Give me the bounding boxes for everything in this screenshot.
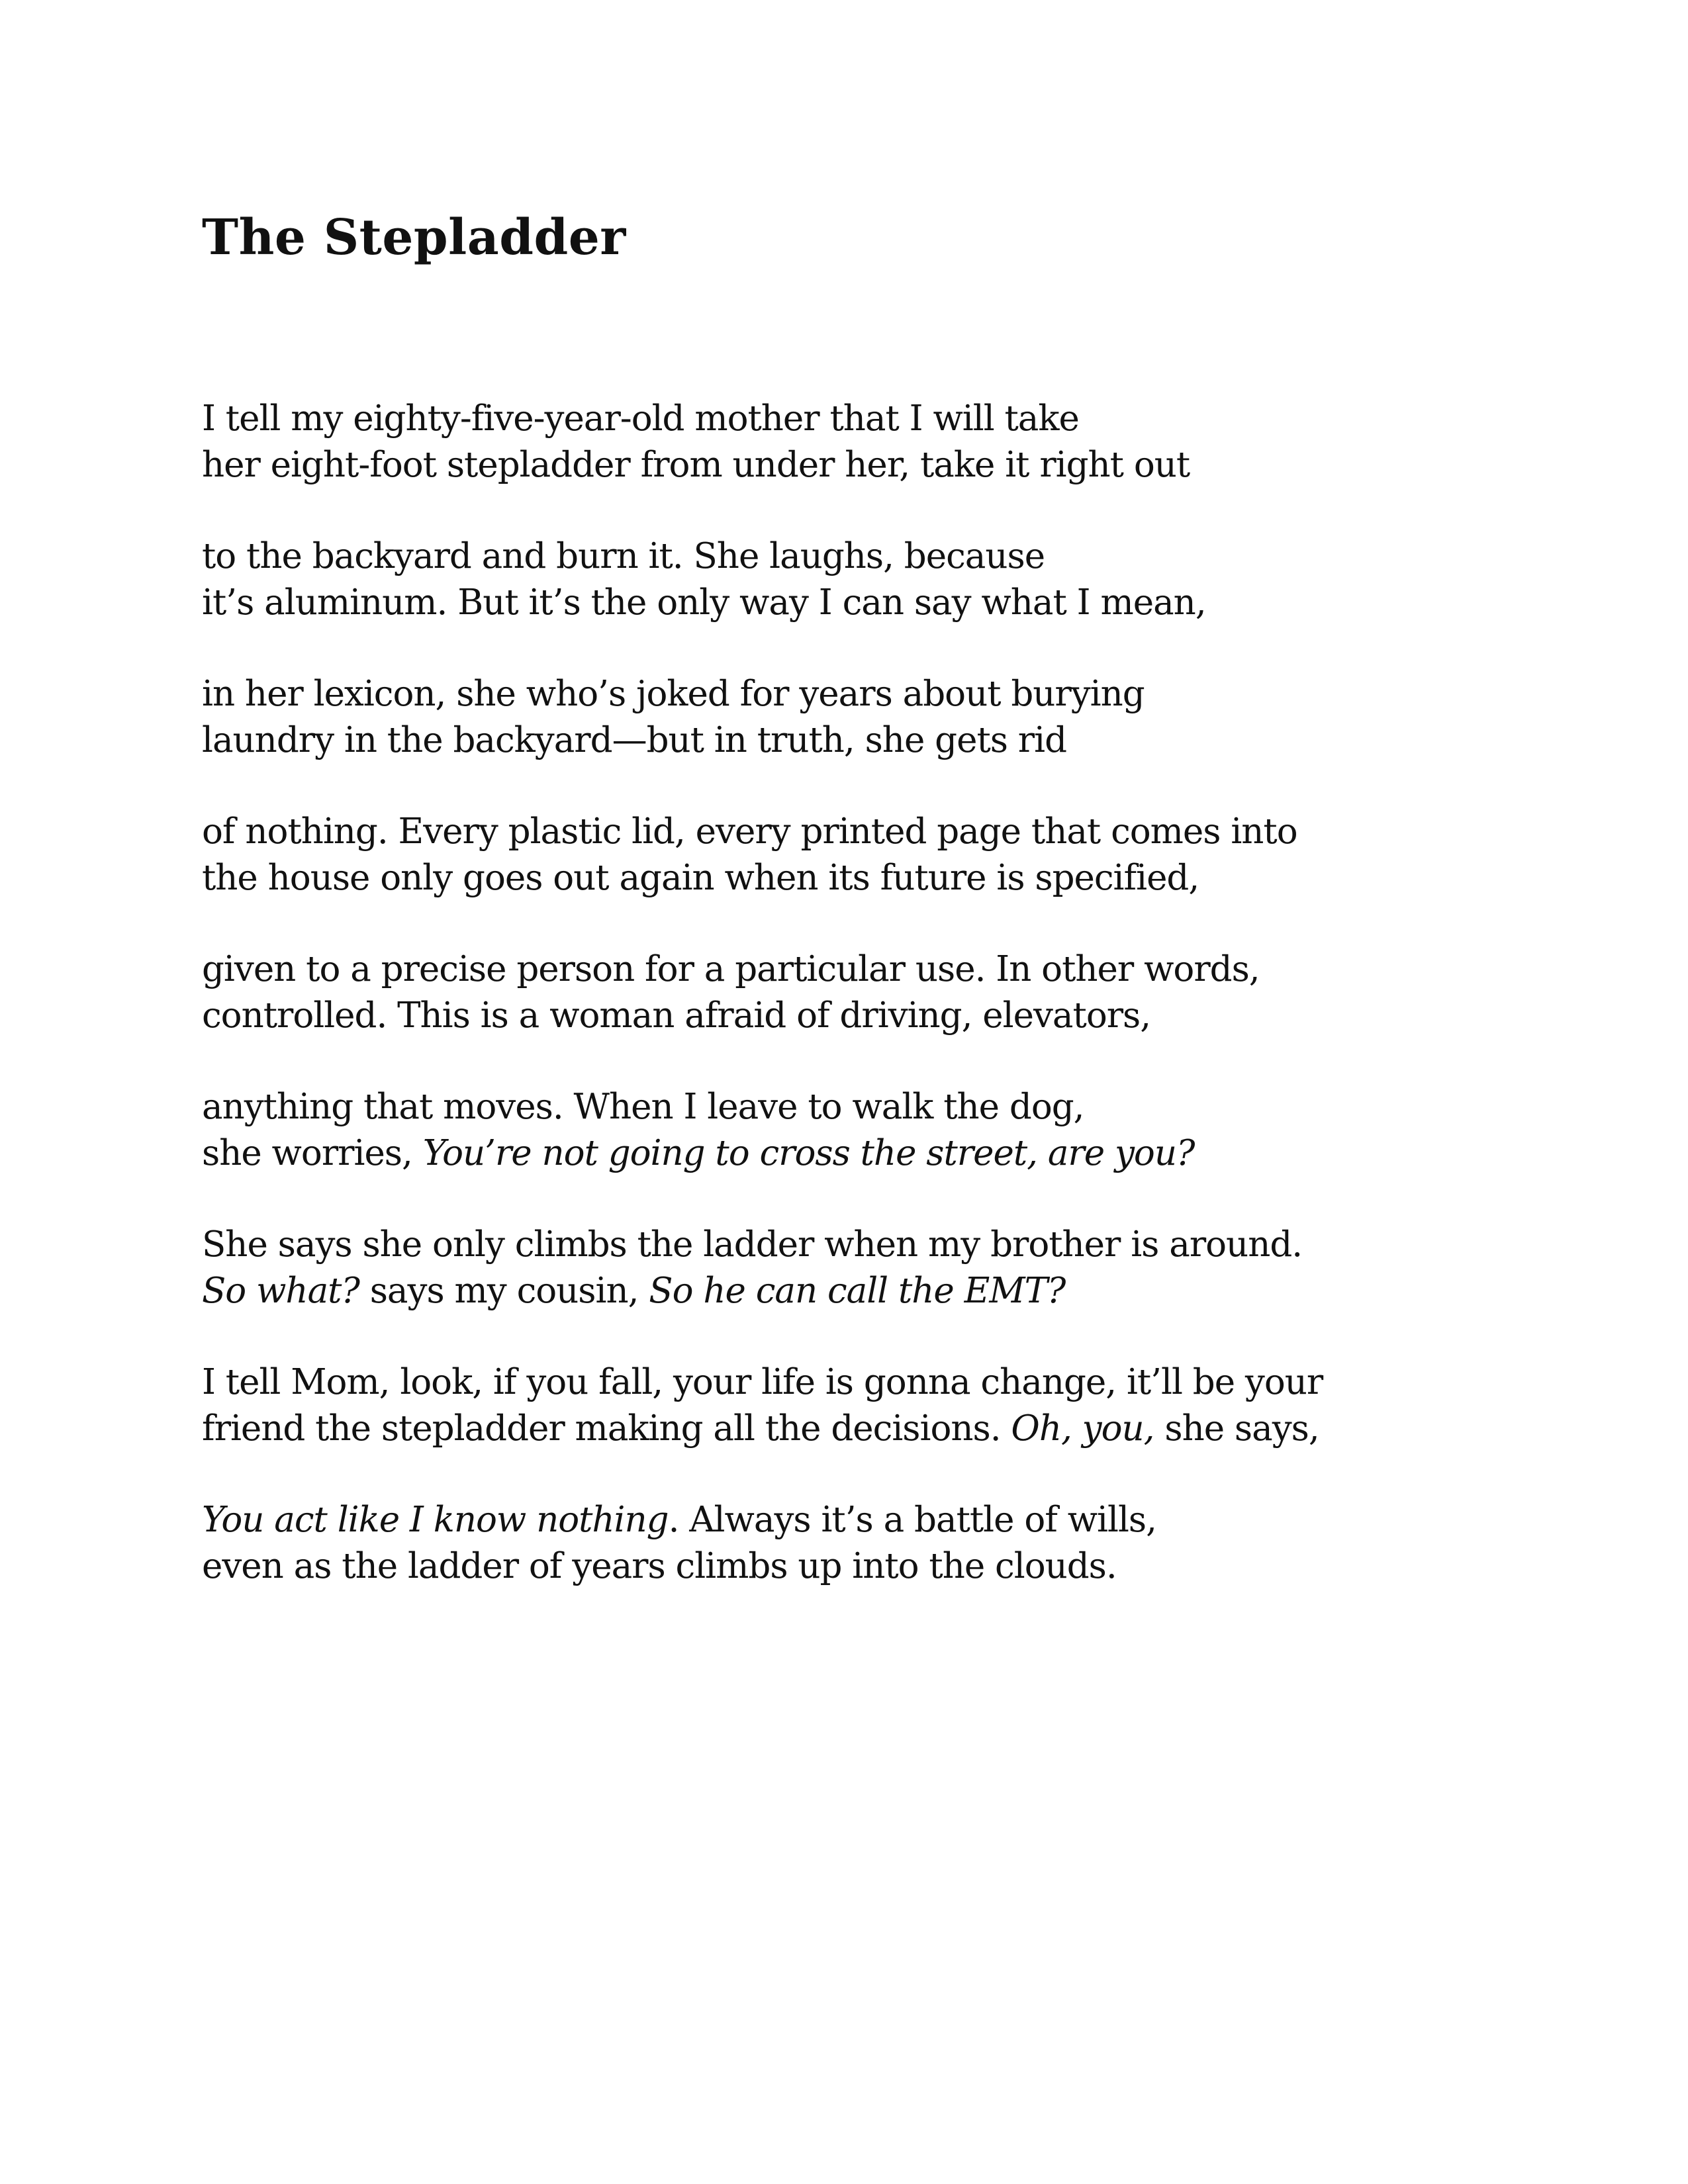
- stanza: [202, 946, 1559, 1039]
- line-text: anything that moves. When I leave to walk the dog,: [202, 1087, 1084, 1127]
- poem-line: [202, 442, 1559, 488]
- stanza: [202, 533, 1559, 626]
- line-text: laundry in the backyard—but in truth, she gets rid: [202, 720, 1067, 760]
- poem-line: [202, 580, 1559, 626]
- line-text: it’s aluminum. But it’s the only way I can say what I mean,: [202, 582, 1206, 623]
- line-text: says my cousin,: [359, 1271, 649, 1311]
- poem-line: [202, 993, 1559, 1039]
- line-text: I tell my eighty-five-year-old mother that I will take: [202, 398, 1079, 439]
- line-text: given to a precise person for a particular use. In other words,: [202, 949, 1260, 989]
- line-text: She says she only climbs the ladder when my brother is around.: [202, 1224, 1303, 1265]
- poem-line: [202, 946, 1559, 993]
- italic-phrase: You’re not going to cross the street, are you?: [422, 1133, 1195, 1173]
- line-text: her eight-foot stepladder from under her, take it right out: [202, 445, 1190, 485]
- poem-line: [202, 1406, 1559, 1452]
- poem-line: [202, 671, 1559, 717]
- line-text: of nothing. Every plastic lid, every printed page that comes into: [202, 811, 1297, 852]
- stanza: [202, 1359, 1559, 1452]
- line-text: in her lexicon, she who’s joked for years about burying: [202, 674, 1145, 714]
- italic-phrase: You act like I know nothing: [202, 1500, 669, 1540]
- poem-line: [202, 855, 1559, 901]
- line-text: . Always it’s a battle of wills,: [668, 1500, 1156, 1540]
- stanza: [202, 809, 1559, 901]
- poem-body: [202, 396, 1559, 1635]
- line-text: she says,: [1154, 1408, 1319, 1449]
- italic-phrase: So what?: [202, 1271, 359, 1311]
- line-text: controlled. This is a woman afraid of driving, elevators,: [202, 995, 1151, 1036]
- line-text: the house only goes out again when its future is specified,: [202, 858, 1199, 898]
- stanza: [202, 1222, 1559, 1314]
- stanza: [202, 1084, 1559, 1177]
- line-text: even as the ladder of years climbs up into the clouds.: [202, 1546, 1117, 1586]
- poem-line: [202, 717, 1559, 764]
- line-text: to the backyard and burn it. She laughs, because: [202, 536, 1045, 576]
- line-text: she worries,: [202, 1133, 423, 1173]
- poem-line: [202, 1130, 1559, 1177]
- line-text: I tell Mom, look, if you fall, your life is gonna change, it’ll be your: [202, 1362, 1323, 1402]
- poem-line: [202, 1497, 1559, 1543]
- line-text: friend the stepladder making all the decisions.: [202, 1408, 1011, 1449]
- poem-line: [202, 1222, 1559, 1268]
- poem-line: [202, 1543, 1559, 1590]
- italic-phrase: Oh, you,: [1011, 1408, 1154, 1449]
- italic-phrase: So he can call the EMT?: [649, 1271, 1066, 1311]
- poem-line: [202, 533, 1559, 580]
- stanza: [202, 671, 1559, 764]
- poem-line: [202, 1268, 1559, 1314]
- poem-title: The Stepladder: [202, 209, 626, 266]
- poem-line: [202, 396, 1559, 442]
- poem-line: [202, 1359, 1559, 1406]
- poem-line: [202, 1084, 1559, 1130]
- stanza: [202, 1497, 1559, 1590]
- poem-line: [202, 809, 1559, 855]
- stanza: [202, 396, 1559, 488]
